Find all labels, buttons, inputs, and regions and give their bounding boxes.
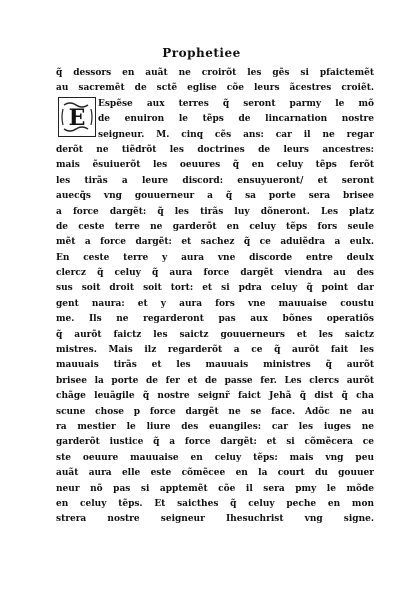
text-line: les tirãs a leure discord: ensuyueront/ et seront [56,175,374,186]
text-line: me. Ils ne regarderont pas aux bõnes operatiõs [56,314,374,325]
text-line: de ceste terre ne garderõt en celuy tẽps fors seule [56,221,374,232]
text-line: derõt ne tiẽdrõt les doctrines de leurs ancestres: [56,144,374,155]
text-line: ra mestier le liure des euangiles: car les iuges ne [56,421,374,432]
text-line: ste oeuure mauuaise en celuy tẽps: mais vng peu [56,452,374,463]
text-line: neur nõ pas si apptemẽt cõe il sera pmy le mõde [56,483,374,494]
running-header: Prophetiee [162,46,241,60]
text-line: en celuy tẽps. Et saicthes q̃ celuy peche en mon [56,498,374,509]
text-line: a force dargẽt: q̃ les tirãs luy dõneront. Les platz [56,206,374,217]
text-line: mẽt a force dargẽt: et sachez q̃ ce aduiẽdra a eulx. [56,237,374,248]
initial-letter: E [68,105,86,131]
text-line: q̃ dessors en auãt ne croirõt les gẽs si pfaictemẽt [56,68,374,78]
text-line: gent naura: et y aura fors vne mauuaise coustu [56,298,374,309]
text-line: auãt aura elle este cõmẽcee en la court du gouuer [56,468,374,479]
text-line: chãge leuãgile q̃ nostre seignr̃ faict Jehã q̃ dist q̃ cha [56,391,374,402]
text-line: auecq̃s vng gouuerneur a q̃ sa porte sera brisee [56,191,374,202]
text-line: mauuais tirãs et les mauuais ministres q̃ aurõt [56,360,374,371]
text-line: sus soit droit soit tort: et si pdra celuy q̃ point dar [56,283,374,294]
text-line: Espẽse aux terres q̃ seront parmy le mõ [98,98,374,109]
text-line: de enuiron le tẽps de lincarnation nostre [98,114,374,125]
text-line: brisee la porte de fer et de passe fer. Les clercs aurõt [56,375,374,386]
text-line: clercz q̃ celuy q̃ aura force dargẽt viendra au des [56,268,374,279]
text-line: strera nostre seigneur Ihesuchrist vng signe. [56,514,374,525]
text-line: garderõt iustice q̃ a force dargẽt: et si cõmẽcera ce [56,437,374,448]
text-line: mistres. Mais ilz regarderõt a ce q̃ aurõt fait les [56,345,374,356]
text-line: scune chose p force dargẽt ne se face. Adõc ne au [56,406,374,417]
text-line: au sacremẽt de sctẽ eglise cõe leurs ãcestres croiẽt. [56,83,374,94]
body-text [56,66,374,528]
text-line: En ceste terre y aura vne discorde entre deulx [56,252,374,263]
text-line: mais ẽsuiuerõt les oeuures q̃ en celuy tẽps ferõt [56,160,374,171]
text-line: seigneur. M. cinq cẽs ans: car il ne regar [98,129,374,140]
text-line: q̃ aurõt faictz les saictz gouuerneurs et les saictz [56,329,374,340]
